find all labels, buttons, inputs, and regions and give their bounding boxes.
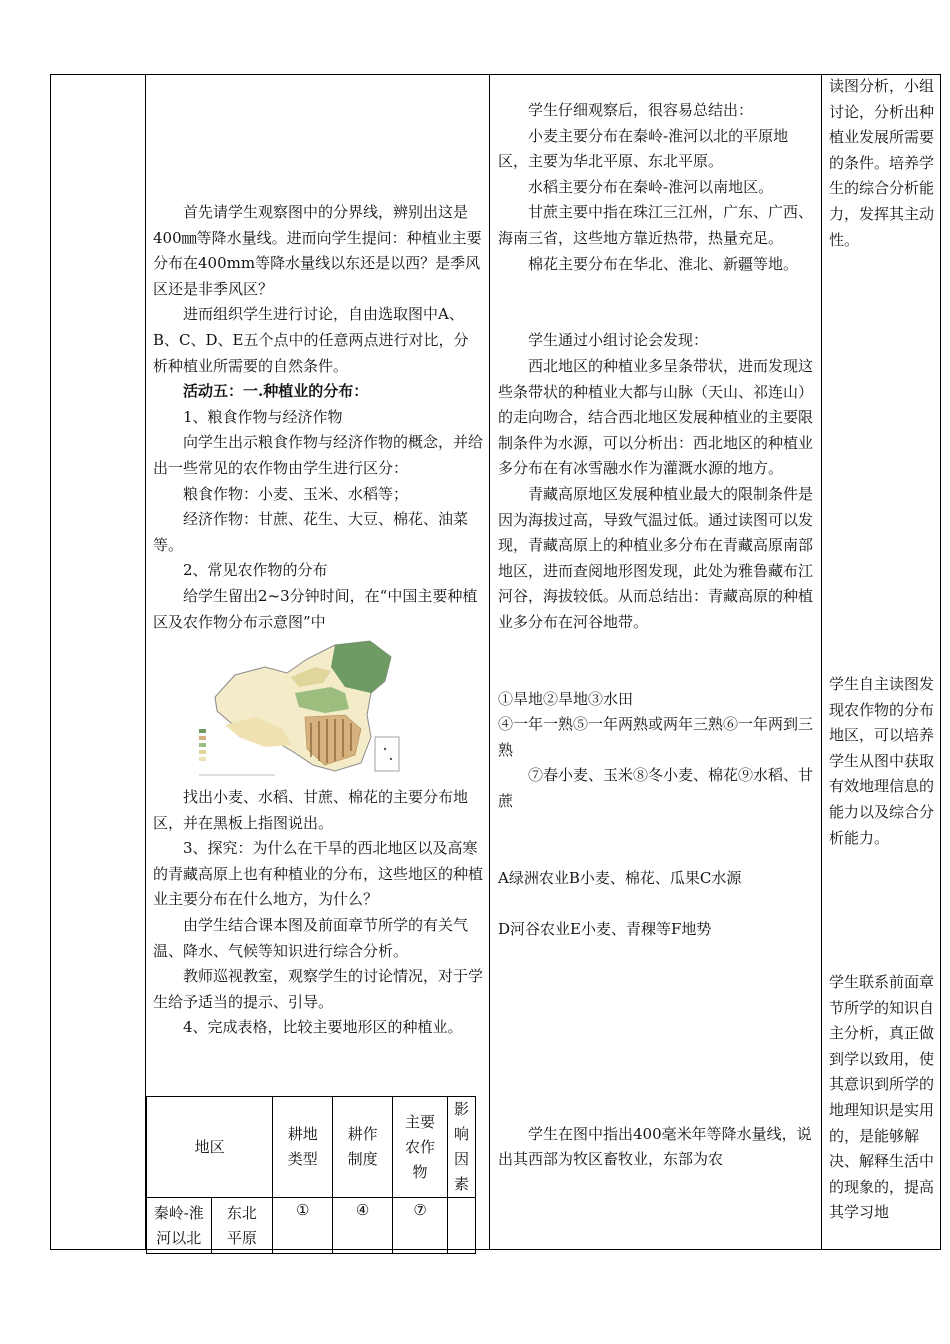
section-heading: 2、常见农作物的分布 [183,561,328,580]
cell-land-type: ① [273,1198,333,1254]
purpose-paragraph: 学生联系前面章节所学的知识自主分析，真正做到学以致用，使其意识到所学的地理知识是实用的，是能够解决、解释生活中的现象的，提高其学习地 [829,973,935,1222]
teacher-paragraph: 进而组织学生进行讨论，自由选取图中A、B、C、D、E五个点中的任意两点进行对比，分析种植业所需要的自然条件。 [153,305,469,375]
activity-heading: 活动五：一.种植业的分布： [183,382,369,401]
answer-line: ①旱地②旱地③水田 [498,689,634,708]
answer-line: ⑦春小麦、玉米⑧冬小麦、棉花⑨水稻、甘蔗 [498,766,814,811]
student-paragraph: 青藏高原地区发展种植业最大的限制条件是因为海拔过高，导致气温过低。通过读图可以发现，青藏高原上的种植业多分布在青藏高原南部地区，进而查阅地形图发现，此处为雅鲁藏布江河谷，海拔较低。从而总结出：青藏高原的种植业多分布在河谷地带。 [498,484,814,631]
table-border-col2 [489,74,490,1250]
cell-main-crops: ⑦ [393,1198,448,1254]
header-land-type: 耕地类型 [273,1097,333,1198]
header-region: 地区 [147,1097,273,1198]
header-farming-system: 耕作制度 [333,1097,393,1198]
answer-line: ④一年一熟⑤一年两熟或两年三熟⑥一年两到三熟 [498,715,814,759]
teacher-paragraph: 找出小麦、水稻、甘蔗、棉花的主要分布地区，并在黑板上指图说出。 [153,788,469,832]
teacher-paragraph: 向学生出示粮食作物与经济作物的概念，并给出一些常见的农作物由学生进行区分： [153,433,484,477]
teacher-activity-column [153,200,483,1041]
purpose-paragraph: 学生自主读图发现农作物的分布地区，可以培养学生从图中获取有效地理信息的能力以及综合分析能力。 [829,675,935,847]
student-paragraph: 学生通过小组讨论会发现： [528,331,709,350]
header-factors: 影响因素 [447,1097,475,1198]
table-border-top [50,74,941,75]
design-purpose-column [829,74,936,253]
table-border-col1 [145,74,146,1250]
student-paragraph: 学生在图中指出400毫米年等降水量线，说出其西部为牧区畜牧业，东部为农 [498,1124,812,1169]
teacher-paragraph: 由学生结合课本图及前面章节所学的有关气温、降水、气候等知识进行综合分析。 [153,916,469,960]
student-paragraph: 棉花主要分布在华北、淮北、新疆等地。 [528,254,799,273]
cell-subregion: 东北平原 [211,1198,273,1254]
student-paragraph: 学生仔细观察后，很容易总结出： [528,101,754,119]
purpose-paragraph: 读图分析，小组讨论，分析出种植业发展所需要的条件。培养学生的综合分析能力，发挥其主动性。 [829,77,935,249]
header-main-crops: 主要农作物 [393,1097,448,1198]
design-purpose-column [829,672,936,851]
table-border-left [50,74,51,1250]
comparison-table [146,1096,476,1254]
table-border-right [940,74,941,1250]
table-border-col3 [821,74,822,1250]
teacher-paragraph: 首先请学生观察图中的分界线，辨别出这是400㎜等降水量线。进而向学生提问：种植业主要分布在400mm等降水量线以东还是以西？是季风区还是非季风区？ [153,203,482,298]
section-heading: 4、完成表格，比较主要地形区的种植业。 [183,1018,463,1037]
teacher-paragraph: 给学生留出2~3分钟时间，在“中国主要种植区及农作物分布示意图”中 [153,586,478,631]
cell-region: 秦岭-淮河以北 [147,1198,212,1254]
section-heading: 1、粮食作物与经济作物 [183,407,343,426]
teacher-paragraph: 粮食作物：小麦、玉米、水稻等； [183,484,409,503]
section-heading: 3、探究：为什么在干旱的西北地区以及高寒的青藏高原上也有种植业的分布，这些地区的种植业主要分布在什么地方，为什么？ [153,839,484,909]
teacher-paragraph: 经济作物：甘蔗、花生、大豆、棉花、油菜等。 [153,510,469,554]
cell-factors [447,1198,475,1254]
answer-line: D河谷农业E小麦、青稞等F地势 [498,920,712,938]
student-paragraph: 甘蔗主要中指在珠江三江州，广东、广西、海南三省，这些地方靠近热带，热量充足。 [498,203,814,247]
design-purpose-column [829,970,936,1226]
answer-line: A绿洲农业B小麦、棉花、瓜果C水源 [498,868,742,887]
student-activity-column [498,98,816,1173]
cell-farming-system: ④ [333,1198,393,1254]
china-crop-map-image [195,637,407,779]
student-paragraph: 西北地区的种植业多呈条带状，进而发现这些条带状的种植业大都与山脉（天山、祁连山）的走向吻合，结合西北地区发展种植业的主要限制条件为水源，可以分析出：西北地区的种植业多分布在有冰雪融水作为灌溉水源的地方。 [498,356,814,478]
teacher-paragraph: 教师巡视教室，观察学生的讨论情况，对于学生给予适当的提示、引导。 [153,967,484,1011]
student-paragraph: 小麦主要分布在秦岭-淮河以北的平原地区，主要为华北平原、东北平原。 [498,126,789,171]
student-paragraph: 水稻主要分布在秦岭-淮河以南地区。 [528,177,774,196]
